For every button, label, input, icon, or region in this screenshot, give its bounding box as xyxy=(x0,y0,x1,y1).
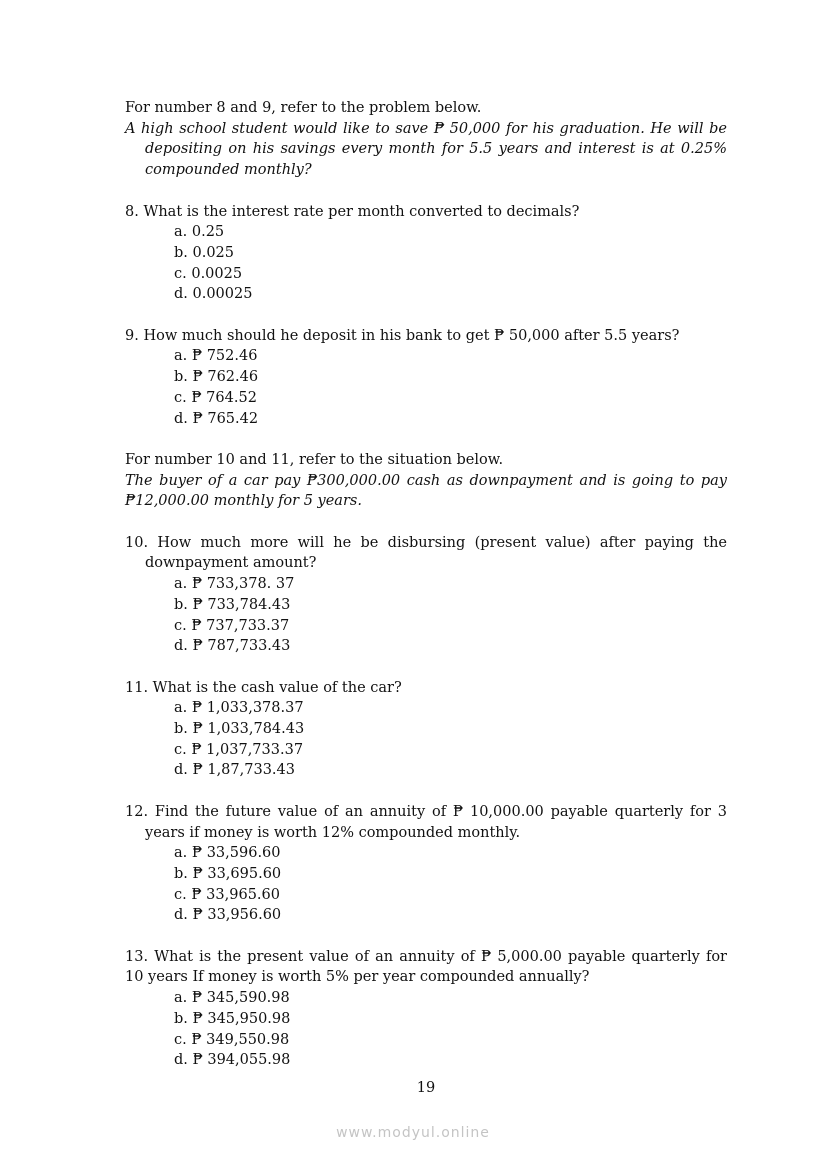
option-13c: c. ₱ 349,550.98 xyxy=(174,1031,290,1048)
problem-8-9-line-3: compounded monthly? xyxy=(145,162,312,179)
option-11b: b. ₱ 1,033,784.43 xyxy=(174,721,305,738)
option-10b: b. ₱ 733,784.43 xyxy=(174,596,291,613)
option-11a: a. ₱ 1,033,378.37 xyxy=(174,700,304,717)
document-page xyxy=(125,98,727,1071)
option-8b: b. 0.025 xyxy=(174,244,235,261)
option-11c: c. ₱ 1,037,733.37 xyxy=(174,741,304,758)
question-9: 9. How much should he deposit in his bank to get ₱ 50,000 after 5.5 years? xyxy=(125,327,680,344)
question-9-options xyxy=(125,346,727,429)
question-8-options xyxy=(125,222,727,305)
option-10d: d. ₱ 787,733.43 xyxy=(174,638,291,655)
option-12d: d. ₱ 33,956.60 xyxy=(174,907,282,924)
option-9c: c. ₱ 764.52 xyxy=(174,389,257,406)
question-10-line-1: 10. How much more will he be disbursing (present value) after paying the xyxy=(125,534,727,551)
option-12b: b. ₱ 33,695.60 xyxy=(174,865,282,882)
option-9d: d. ₱ 765.42 xyxy=(174,410,259,427)
option-9a: a. ₱ 752.46 xyxy=(174,348,258,365)
question-11-options xyxy=(125,698,727,781)
problem-10-11-line-1: The buyer of a car pay ₱300,000.00 cash as downpayment and is going to pay xyxy=(125,472,727,489)
problem-8-9-line-1: A high school student would like to save ₱ 50,000 for his graduation. He will be xyxy=(125,120,727,137)
option-10a: a. ₱ 733,378. 37 xyxy=(174,576,295,593)
problem-10-11-line-2: ₱12,000.00 monthly for 5 years. xyxy=(125,493,362,510)
option-10c: c. ₱ 737,733.37 xyxy=(174,617,290,634)
question-12-options xyxy=(125,843,727,926)
question-13-line-2: 10 years If money is worth 5% per year compounded annually? xyxy=(125,969,590,986)
question-10-line-2: downpayment amount? xyxy=(145,555,317,572)
question-12-line-2: years if money is worth 12% compounded monthly. xyxy=(145,824,521,841)
intro-10-11: For number 10 and 11, refer to the situation below. xyxy=(125,451,504,468)
option-8c: c. 0.0025 xyxy=(174,265,243,282)
option-13d: d. ₱ 394,055.98 xyxy=(174,1052,291,1069)
option-9b: b. ₱ 762.46 xyxy=(174,369,259,386)
option-13a: a. ₱ 345,590.98 xyxy=(174,990,290,1007)
problem-8-9-line-2: depositing on his savings every month for 5.5 years and interest is at 0.25% xyxy=(145,141,727,158)
intro-8-9: For number 8 and 9, refer to the problem below. xyxy=(125,100,482,116)
question-11: 11. What is the cash value of the car? xyxy=(125,679,402,696)
option-8a: a. 0.25 xyxy=(174,224,225,241)
option-13b: b. ₱ 345,950.98 xyxy=(174,1010,291,1027)
question-13-line-1: 13. What is the present value of an annuity of ₱ 5,000.00 payable quarterly for xyxy=(125,948,727,965)
option-12a: a. ₱ 33,596.60 xyxy=(174,845,281,862)
question-8: 8. What is the interest rate per month converted to decimals? xyxy=(125,203,580,220)
watermark: www.modyul.online xyxy=(336,1125,490,1141)
page-number: 19 xyxy=(416,1080,436,1096)
question-10-options xyxy=(125,574,727,657)
option-11d: d. ₱ 1,87,733.43 xyxy=(174,762,295,779)
option-12c: c. ₱ 33,965.60 xyxy=(174,886,280,903)
option-8d: d. 0.00025 xyxy=(174,286,253,303)
question-13-options xyxy=(125,988,727,1071)
question-12-line-1: 12. Find the future value of an annuity of ₱ 10,000.00 payable quarterly for 3 xyxy=(125,803,727,820)
